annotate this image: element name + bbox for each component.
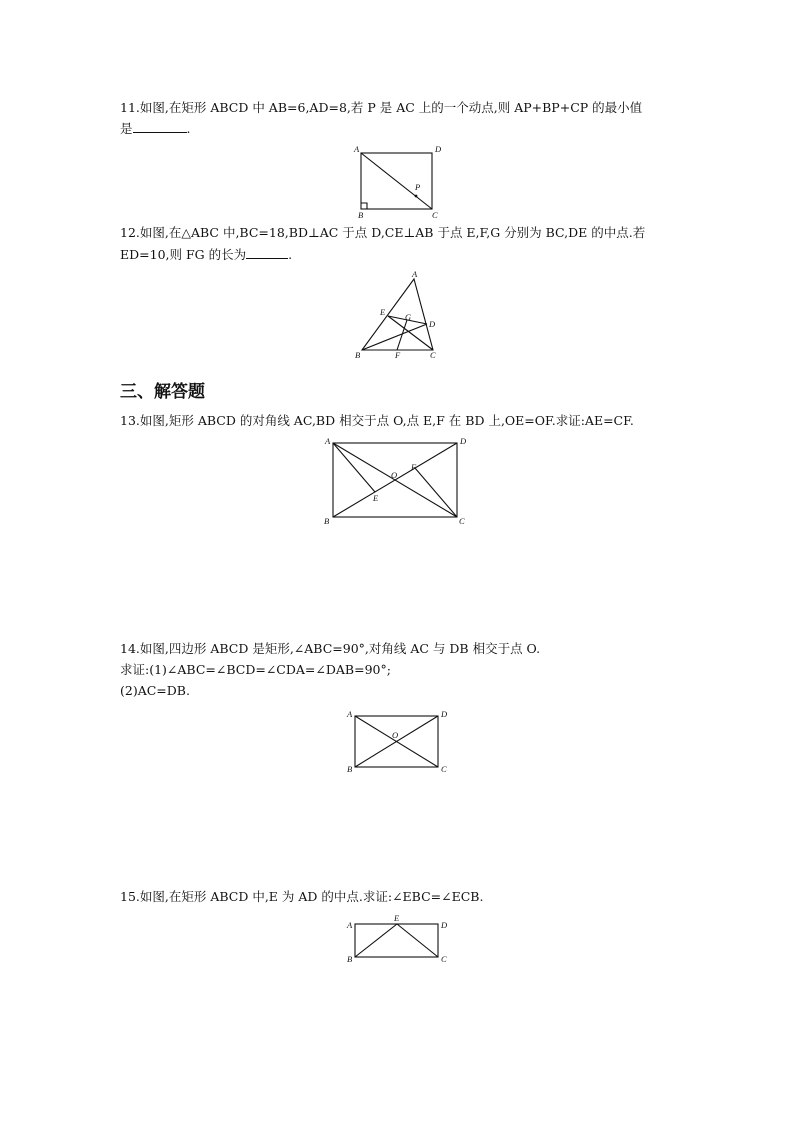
figure-13-rectangle (324, 436, 467, 526)
q13-text-line1: 13.如图,矩形 ABCD 的对角线 AC,BD 相交于点 O,点 E,F 在 BD 上,OE=OF.求证:AE=CF. (120, 413, 634, 428)
fig13-label-d: D (460, 436, 467, 446)
fig15-rect (355, 924, 438, 957)
fig11-point-p (415, 195, 418, 198)
fig13-label-f: F (411, 462, 417, 472)
fig11-label-b: B (358, 210, 364, 220)
fig12-label-f: F (395, 350, 401, 360)
fig15-label-a: A (347, 920, 353, 930)
section-heading: 三、解答题 (120, 382, 205, 402)
fig13-label-a: A (325, 436, 331, 446)
fig15-label-e: E (394, 913, 400, 923)
q12-text-line1: 12.如图,在△ABC 中,BC=18,BD⊥AC 于点 D,CE⊥AB 于点 E,F,G 分别为 BC,DE 的中点.若 (120, 225, 646, 240)
fig12-label-c: C (430, 350, 436, 360)
fig11-label-a: A (354, 144, 360, 154)
q14-text-line1: 14.如图,四边形 ABCD 是矩形,∠ABC=90°,对角线 AC 与 DB 相交于点 O. (120, 641, 541, 656)
fig12-label-b: B (355, 350, 361, 360)
figure-11-rectangle (353, 144, 442, 220)
fig11-label-c: C (432, 210, 438, 220)
fig11-label-p: P (415, 182, 421, 192)
q12-line2-prefix: ED=10,则 FG 的长为 (120, 247, 247, 262)
fig12-label-a: A (412, 269, 418, 279)
fig11-right-angle-mark (361, 203, 367, 209)
q14-text-line2: 求证:(1)∠ABC=∠BCD=∠CDA=∠DAB=90°; (120, 662, 391, 677)
fig12-triangle-abc (362, 279, 433, 350)
fig15-label-d: D (441, 920, 448, 930)
fig15-label-b: B (347, 954, 353, 964)
fig14-label-d: D (441, 709, 448, 719)
fig11-label-d: D (435, 144, 442, 154)
figure-14-rectangle (346, 709, 448, 774)
fig13-label-b: B (324, 516, 330, 526)
fig15-line-ec (397, 924, 438, 957)
fig12-label-d: D (429, 319, 436, 329)
figure-15-rectangle (346, 913, 448, 964)
fig14-label-b: B (347, 764, 353, 774)
fig11-diagonal-ac (361, 153, 432, 209)
fig14-label-a: A (347, 709, 353, 719)
q14-text-line3: (2)AC=DB. (120, 683, 190, 698)
fig13-label-o: O (391, 470, 398, 480)
q12-line2-suffix: . (288, 247, 293, 262)
fig13-line-cf (415, 468, 457, 517)
fig13-line-ae (333, 443, 375, 492)
fig14-label-o: O (392, 730, 399, 740)
q15-text-line1: 15.如图,在矩形 ABCD 中,E 为 AD 的中点.求证:∠EBC=∠ECB. (120, 889, 484, 904)
figure-12-triangle (355, 269, 436, 360)
fig13-label-e: E (373, 493, 379, 503)
fig12-label-g: G (405, 312, 412, 322)
fig12-label-e: E (380, 307, 386, 317)
q11-line2-prefix: 是 (120, 121, 133, 136)
fig15-label-c: C (441, 954, 447, 964)
fig15-line-eb (355, 924, 397, 957)
fig13-label-c: C (459, 516, 465, 526)
q11-line2-suffix: . (186, 121, 191, 136)
q11-text-line1: 11.如图,在矩形 ABCD 中 AB=6,AD=8,若 P 是 AC 上的一个动点,则 AP+BP+CP 的最小值 (120, 100, 643, 115)
fig14-label-c: C (441, 764, 447, 774)
